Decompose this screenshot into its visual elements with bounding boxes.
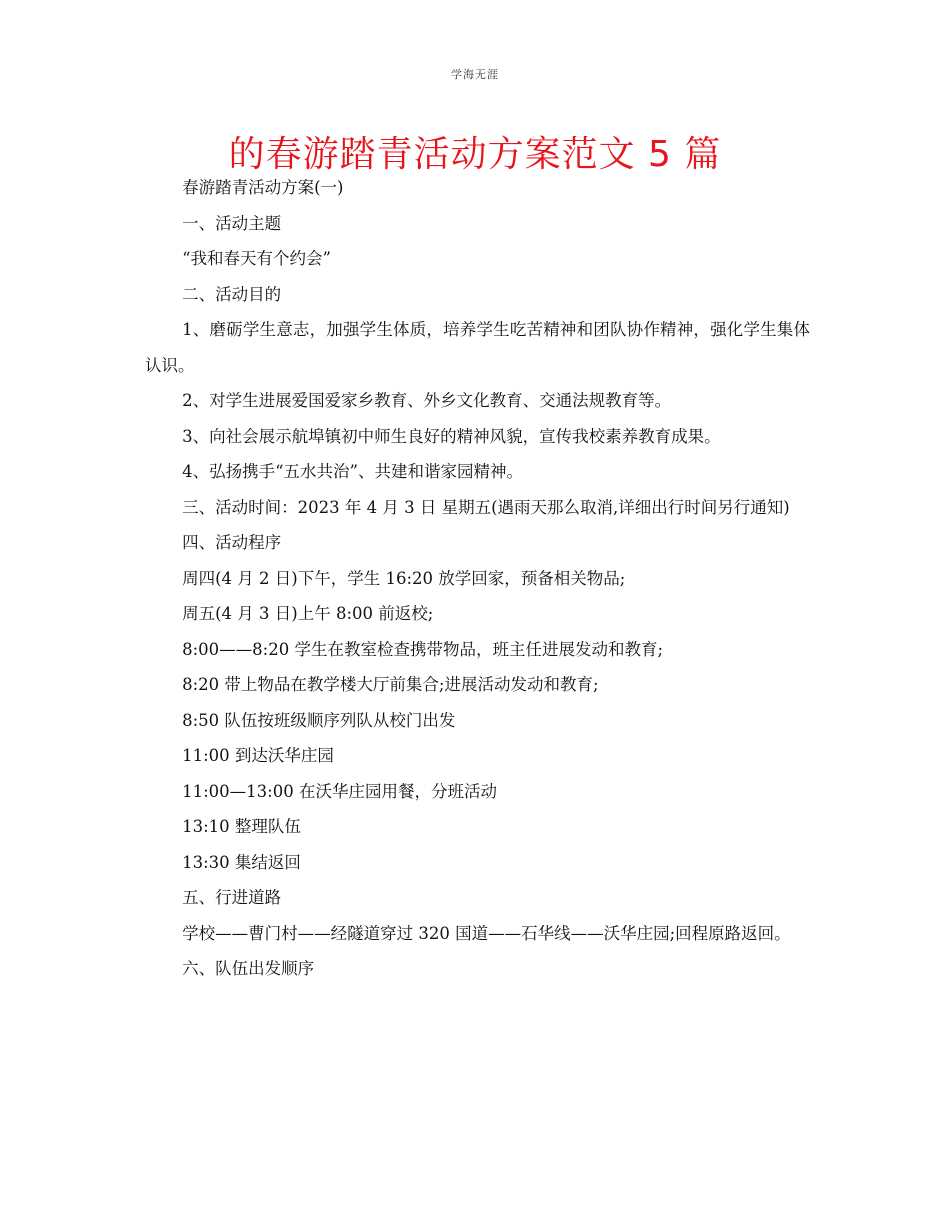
paragraph: 11:00 到达沃华庄园 [182,746,334,765]
paragraph: 4、弘扬携手“五水共治”、共建和谐家园精神。 [182,462,523,481]
paragraph: 8:20 带上物品在教学楼大厅前集合;进展活动发动和教育; [182,675,599,694]
paragraph: 四、活动程序 [182,533,282,552]
paragraph: 13:30 集结返回 [182,852,301,872]
document-body [145,170,810,987]
paragraph: 2、对学生进展爱国爱家乡教育、外乡文化教育、交通法规教育等。 [182,391,672,410]
paragraph: 3、向社会展示航埠镇初中师生良好的精神风貌，宣传我校素养教育成果。 [182,426,721,446]
paragraph: 8:50 队伍按班级顺序列队从校门出发 [182,710,456,730]
paragraph: 1、磨砺学生意志，加强学生体质，培养学生吃苦精神和团队协作精神，强化学生集体认识。 [145,320,810,375]
paragraph: 学校——曹门村——经隧道穿过 320 国道——石华线——沃华庄园;回程原路返回。 [182,923,791,943]
paragraph: 五、行进道路 [182,888,282,907]
paragraph: 8:00——8:20 学生在教室检查携带物品，班主任进展发动和教育; [182,639,664,659]
paragraph: 周五(4 月 3 日)上午 8:00 前返校; [182,604,434,623]
paragraph: 六、队伍出发顺序 [182,959,315,978]
paragraph: “我和春天有个约会” [182,249,331,268]
paragraph: 二、活动目的 [182,284,282,304]
paragraph: 13:10 整理队伍 [182,817,301,836]
paragraph: 11:00—13:00 在沃华庄园用餐，分班活动 [182,781,497,801]
paragraph: 三、活动时间：2023 年 4 月 3 日 星期五(遇雨天那么取消,详细出行时间另行通知) [182,497,790,517]
paragraph: 一、活动主题 [182,213,282,233]
paragraph: 周四(4 月 2 日)下午，学生 16:20 放学回家，预备相关物品; [182,568,626,588]
page-header: 学海无涯 [451,68,499,81]
paragraph: 春游踏青活动方案(一) [182,178,344,197]
document-title: 的春游踏青活动方案范文 5 篇 [228,134,722,175]
